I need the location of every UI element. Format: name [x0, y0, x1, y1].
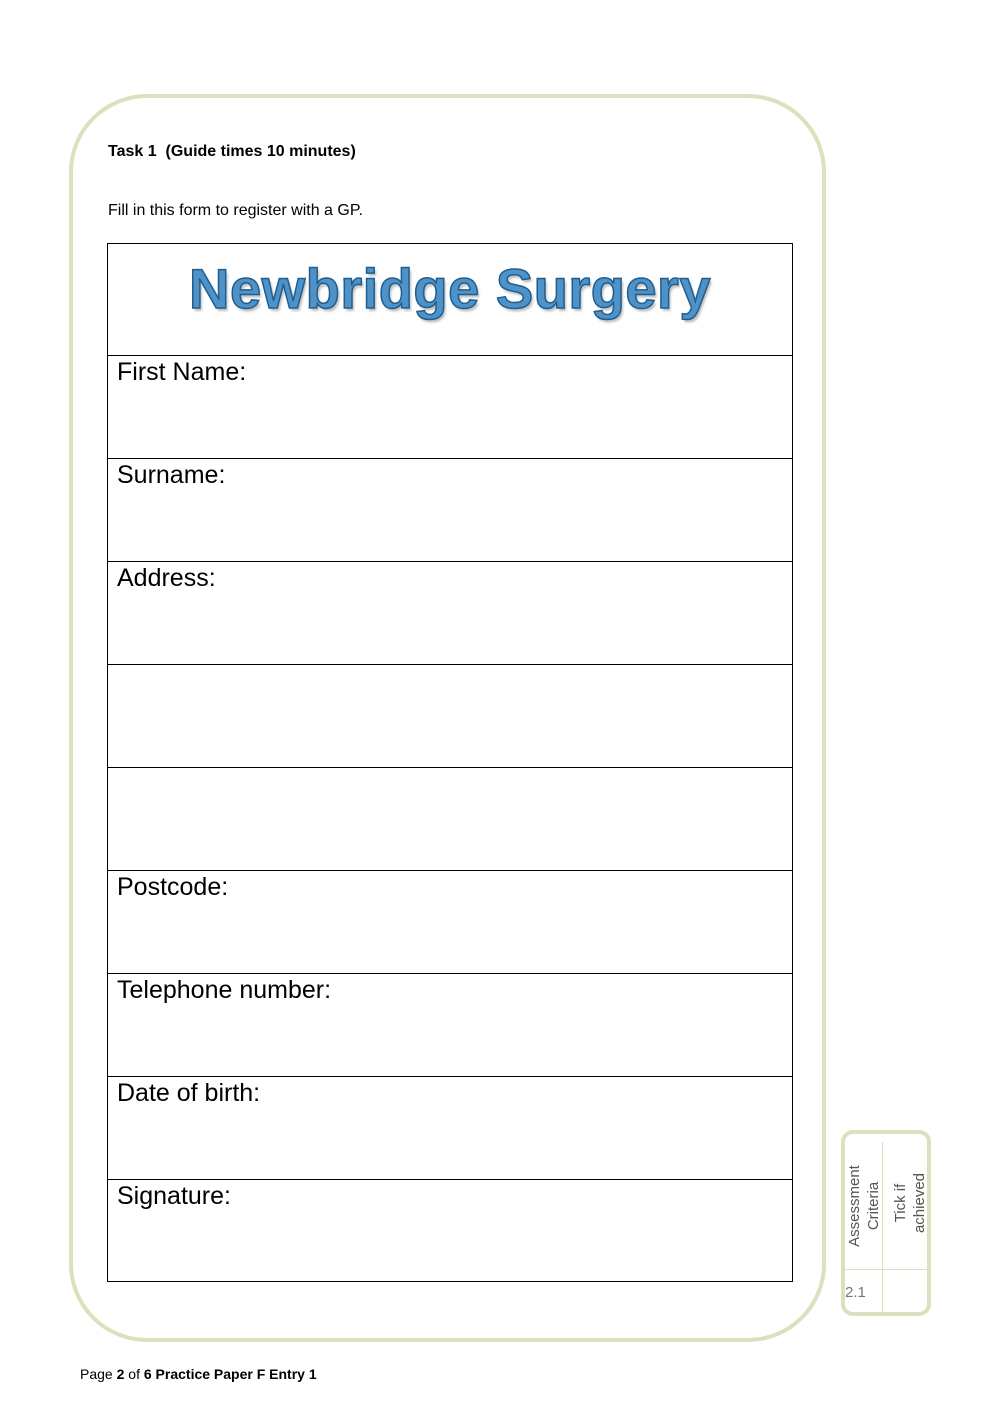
date-of-birth-label: Date of birth:: [117, 1079, 261, 1107]
task-instruction: Fill in this form to register with a GP.: [108, 202, 363, 219]
signature-row: [108, 1180, 792, 1283]
postcode-row: [108, 871, 792, 974]
registration-form: [107, 243, 793, 1282]
telephone-row: [108, 974, 792, 1077]
footer-paper-title: Practice Paper F Entry 1: [151, 1366, 317, 1382]
first-name-label: First Name:: [117, 358, 247, 386]
criteria-row-divider: [845, 1269, 927, 1270]
tick-if-achieved-line2: achieved: [911, 1172, 928, 1234]
footer-page-total: 6: [143, 1366, 152, 1382]
signature-label: Signature:: [117, 1182, 231, 1210]
assessment-criteria-box: [841, 1130, 931, 1316]
address-row: [108, 562, 792, 665]
address-line-2-row: [108, 665, 792, 768]
tick-if-achieved-line1: Tick if: [892, 1183, 909, 1223]
footer-page-prefix: Page: [80, 1366, 117, 1382]
tick-if-achieved-header: [891, 1148, 929, 1258]
first-name-row: [108, 356, 792, 459]
footer-of: of: [124, 1366, 144, 1382]
assessment-criteria-line1: Assessment: [846, 1165, 863, 1247]
postcode-label: Postcode:: [117, 873, 229, 901]
assessment-criteria-line2: Criteria: [865, 1181, 882, 1231]
address-line-3-row: [108, 768, 792, 871]
date-of-birth-row: [108, 1077, 792, 1180]
assessment-criteria-header: [845, 1151, 883, 1261]
surname-label: Surname:: [117, 461, 226, 489]
tick-box[interactable]: [885, 1272, 927, 1312]
telephone-label: Telephone number:: [117, 976, 332, 1004]
surname-row: [108, 459, 792, 562]
footer-page-number: 2: [116, 1366, 125, 1382]
criteria-value: 2.1: [845, 1284, 866, 1301]
surgery-title: Newbridge Surgery: [189, 257, 711, 320]
address-line-3-field[interactable]: [108, 768, 792, 870]
task-title: Task 1 (Guide times 10 minutes): [108, 143, 356, 160]
address-label: Address:: [117, 564, 216, 592]
page-footer: [80, 1366, 317, 1382]
form-header: [108, 244, 792, 356]
address-line-2-field[interactable]: [108, 665, 792, 767]
